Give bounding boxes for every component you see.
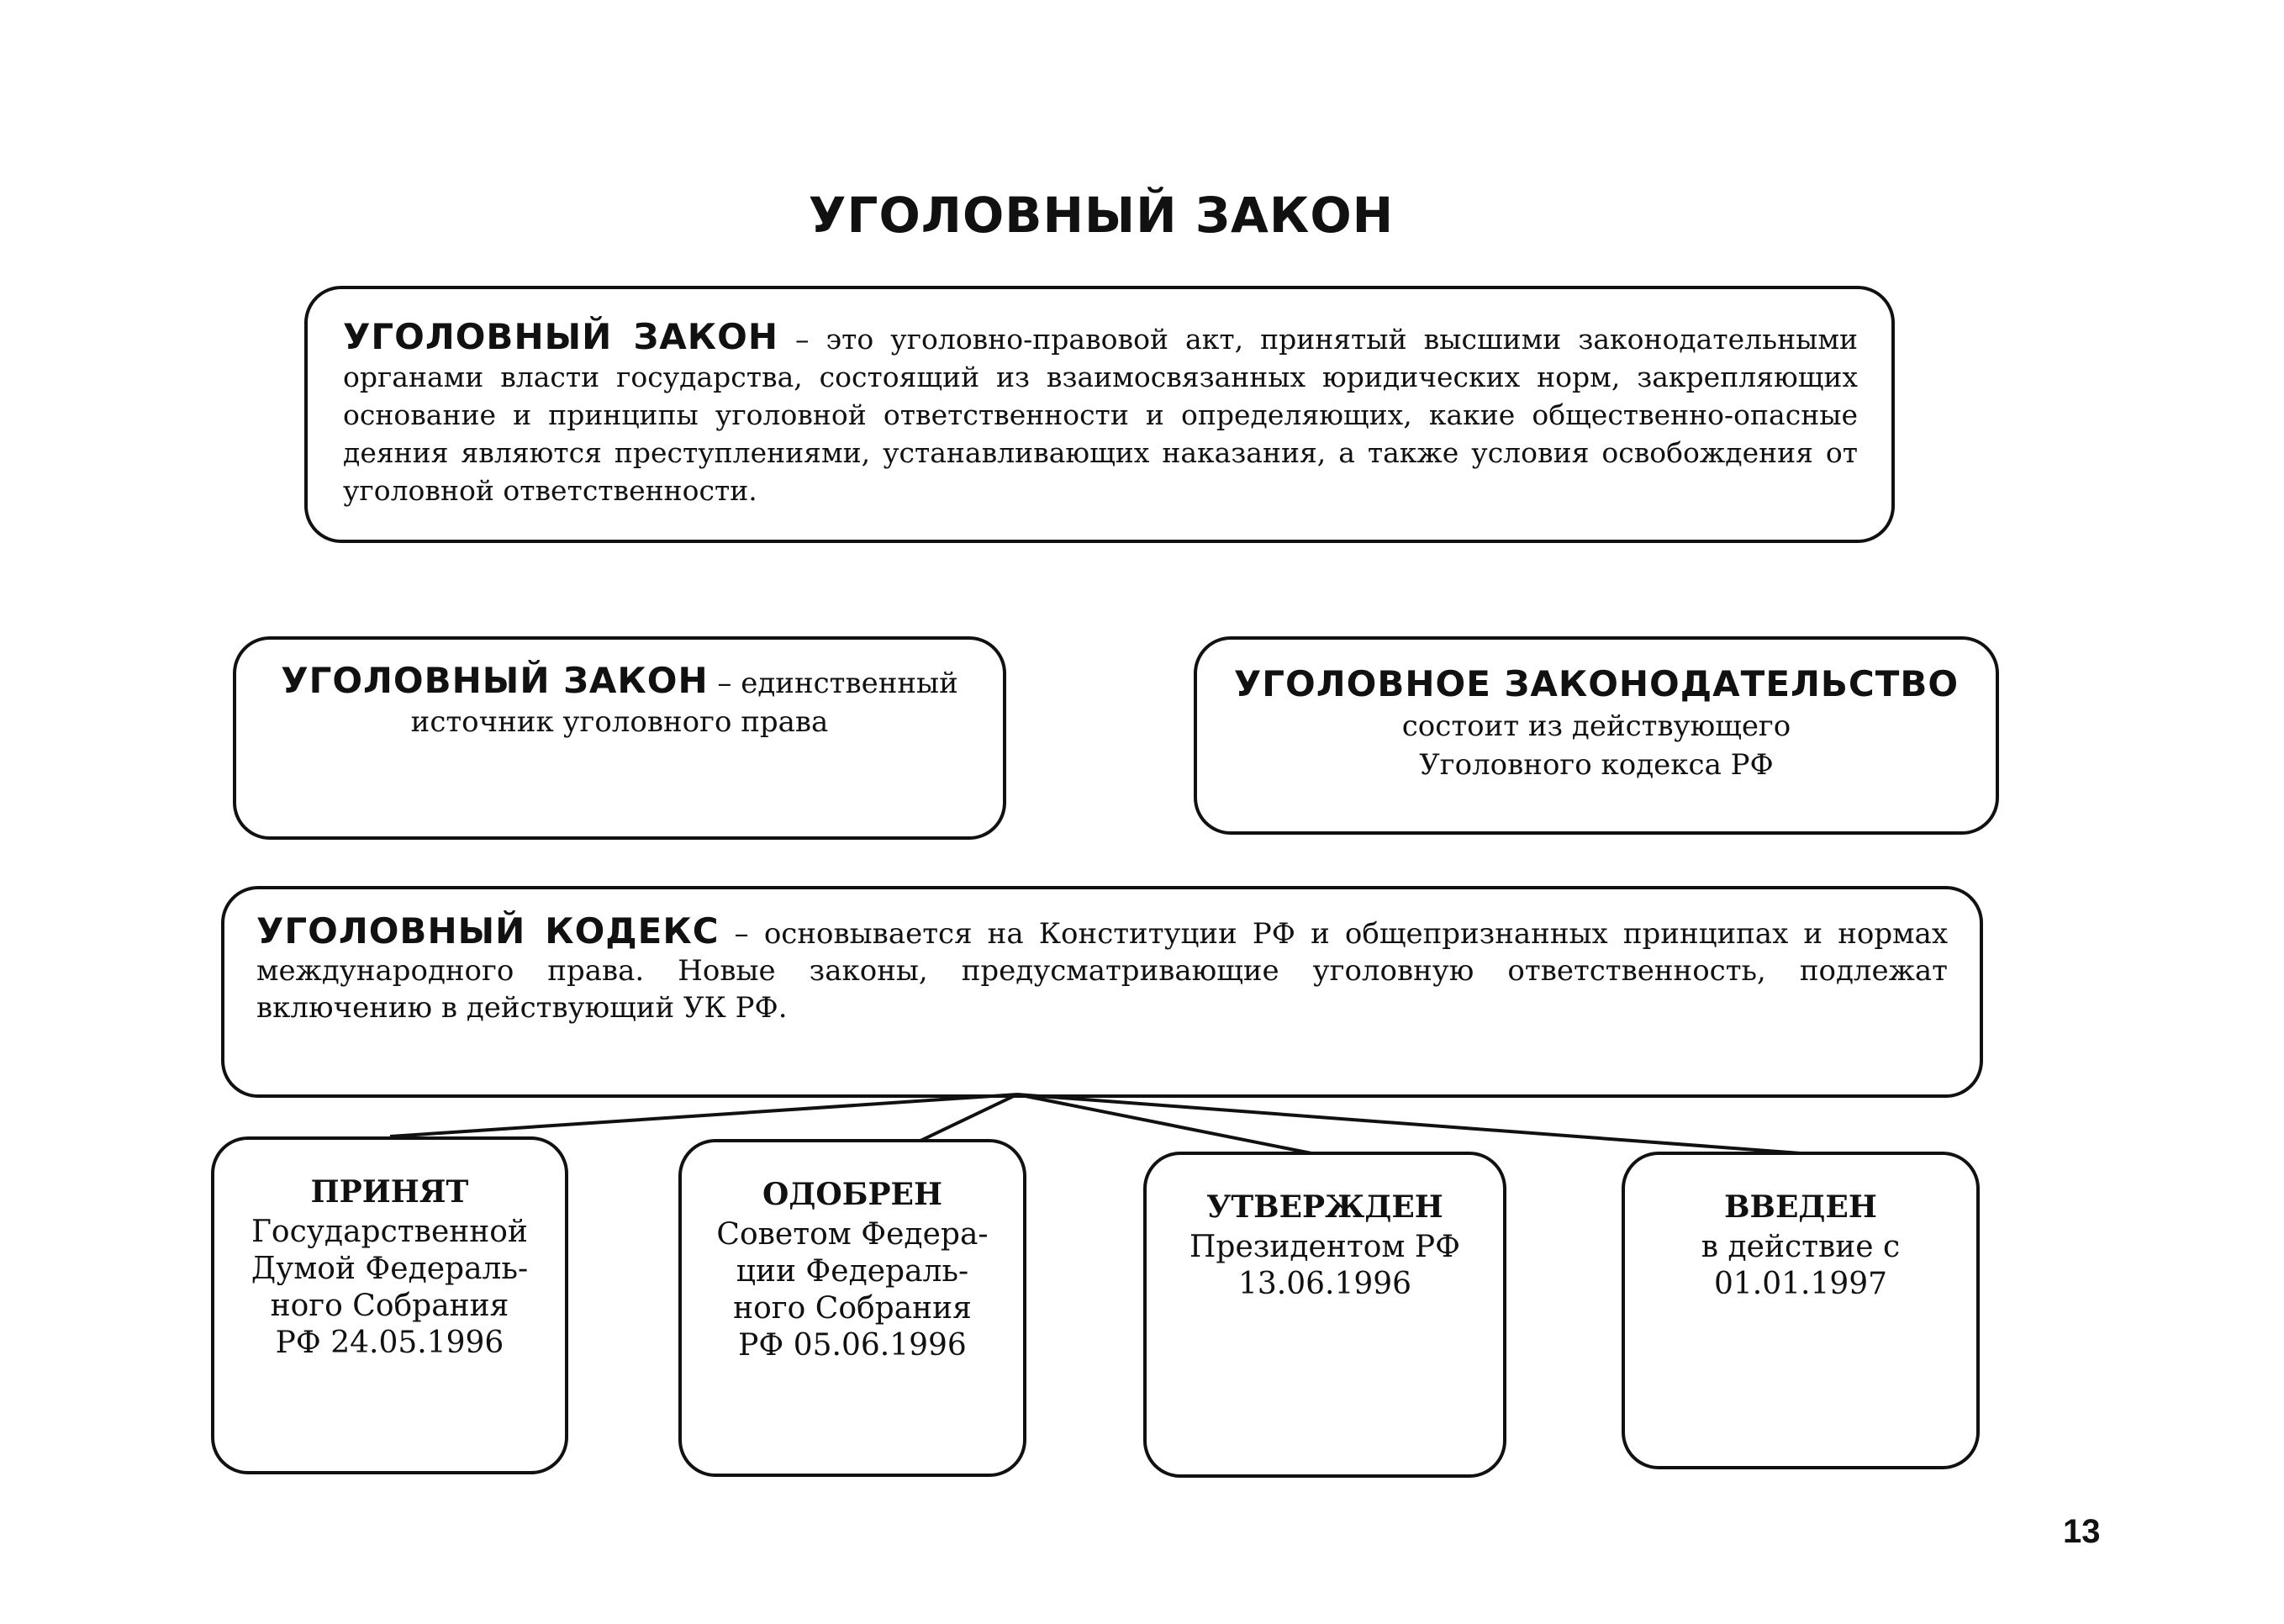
stage-approved-line-2: ции Федераль- [736,1254,969,1289]
stage-adopted-line-3: ного Собрания [270,1289,509,1323]
stage-adopted-line-1: Государственной [251,1215,528,1249]
stage-adopted-box [211,1136,568,1474]
stage-enacted-head: ВВЕДЕН [1724,1189,1877,1225]
criminal-code-text: – основывается на Конституции РФ и общепризнанных принципах и нормах международного права. Новые законы, предусматривающие уголовную ответственность, подлежат включению в действующий УК РФ. [256,917,1948,1025]
stage-approved-line-4: РФ 05.06.1996 [738,1328,967,1363]
connector-signed [1017,1094,1311,1153]
stage-approved-line-1: Советом Федера- [716,1217,989,1252]
single-source-text: – единственный источник уголовного права [410,667,958,739]
legislation-term: УГОЛОВНОЕ ЗАКОНОДАТЕЛЬСТВО [1233,663,1960,704]
legislation-line-2: Уголовного кодекса РФ [1419,748,1774,782]
stage-enacted-line-2: 01.01.1997 [1713,1267,1888,1301]
stage-adopted-line-2: Думой Федераль- [251,1252,529,1286]
stage-enacted-line-1: в действие с [1701,1230,1901,1264]
stage-signed-line-2: 13.06.1996 [1237,1267,1412,1301]
single-source-term: УГОЛОВНЫЙ ЗАКОН [281,660,709,701]
definition-term: УГОЛОВНЫЙ ЗАКОН [343,316,778,357]
definition-box [304,286,1895,543]
connector-approved [920,1094,1017,1141]
stage-adopted-line-4: РФ 24.05.1996 [275,1326,504,1360]
legislation-line-1: состоит из действующего [1401,709,1791,743]
definition-text: – это уголовно-правовой акт, принятый высшими законодательными органами власти государства, состоящий из взаимосвязанных юридических норм, закрепляющих основание и принципы уголовной ответственности и определяющих, какие общественно-опасные деяния являются преступлениями, устанавливающих наказания, а также условия освобождения от уголовной ответственности. [343,323,1858,507]
stage-signed-head: УТВЕРЖДЕН [1206,1189,1443,1225]
single-source-box [233,636,1006,840]
connector-adopted [390,1094,1017,1136]
criminal-code-box [221,886,1983,1098]
stage-enacted-box [1622,1152,1980,1469]
legislation-box [1194,636,1999,835]
criminal-code-term: УГОЛОВНЫЙ КОДЕКС [256,910,720,952]
stage-adopted-head: ПРИНЯТ [310,1174,469,1210]
connector-enacted [1017,1094,1801,1153]
stage-approved-head: ОДОБРЕН [762,1177,942,1212]
stage-signed-line-1: Президентом РФ [1189,1230,1460,1264]
stage-signed-box [1143,1152,1506,1478]
page-title: УГОЛОВНЫЙ ЗАКОН [808,187,1395,244]
stage-approved-line-3: ного Собрания [733,1291,972,1326]
page-number: 13 [2063,1513,2101,1550]
stage-approved-box [678,1139,1026,1477]
